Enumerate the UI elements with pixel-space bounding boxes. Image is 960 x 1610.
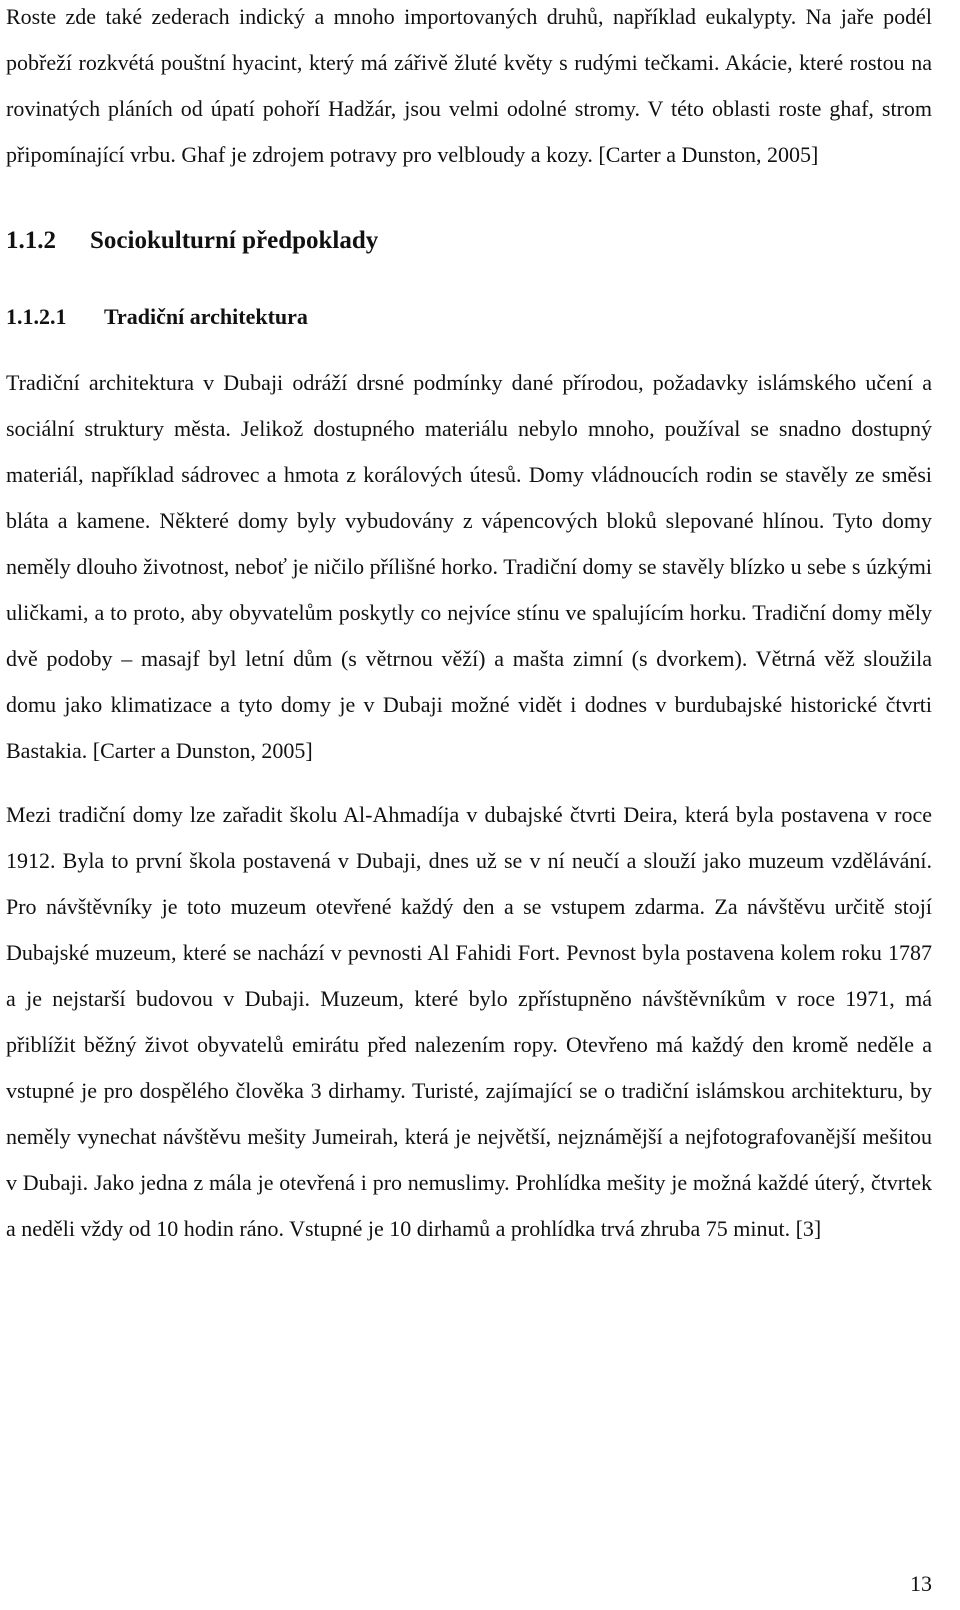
body-paragraph: Tradiční architektura v Dubaji odráží drsné podmínky dané přírodou, požadavky islámského učení a sociální struktury města. Jelikož dostupného materiálu nebylo mnoho, používal se snadno dostupný materiál, například sádrovec a hmota z korálových útesů. Domy vládnoucích rodin se stavěly ze směsi bláta a kamene. Některé domy byly vybudovány z vápencových bloků slepované hlínou. Tyto domy neměly dlouho životnost, neboť je ničilo přílišné horko. Tradiční domy se stavěly blízko u sebe s úzkými uličkami, a to proto, aby obyvatelům poskytly co nejvíce stínu ve spalujícím horku. Tradiční domy měly dvě podoby – masajf byl letní dům (s větrnou věží) a mašta zimní (s dvorkem). Větrná věž sloužila domu jako klimatizace a tyto domy je v Dubaji možné vidět i dodnes v burdubajské historické čtvrti Bastakia. [Carter a Dunston, 2005] bbox=[6, 370, 932, 763]
section-number: 1.1.2 bbox=[6, 227, 56, 254]
document-page bbox=[6, 0, 932, 1252]
subsection-title: Tradiční architektura bbox=[104, 304, 308, 329]
section-heading bbox=[6, 224, 932, 258]
page-number: 13 bbox=[910, 1571, 932, 1596]
subsection-heading bbox=[6, 302, 932, 332]
subsection-number: 1.1.2.1 bbox=[6, 304, 67, 329]
intro-paragraph: Roste zde také zederach indický a mnoho importovaných druhů, například eukalypty. Na jaře podél pobřeží rozkvétá pouštní hyacint, který má zářivě žluté květy s rudými tečkami. Akácie, které rostou na rovinatých pláních od úpatí pohoří Hadžár, jsou velmi odolné stromy. V této oblasti roste ghaf, strom připomínající vrbu. Ghaf je zdrojem potravy pro velbloudy a kozy. [Carter a Dunston, 2005] bbox=[6, 4, 932, 167]
section-title: Sociokulturní předpoklady bbox=[90, 227, 379, 254]
body-paragraph: Mezi tradiční domy lze zařadit školu Al-Ahmadíja v dubajské čtvrti Deira, která byla postavena v roce 1912. Byla to první škola postavená v Dubaji, dnes už se v ní neučí a slouží jako muzeum vzdělávání. Pro návštěvníky je toto muzeum otevřené každý den a se vstupem zdarma. Za návštěvu určitě stojí Dubajské muzeum, které se nachází v pevnosti Al Fahidi Fort. Pevnost byla postavena kolem roku 1787 a je nejstarší budovou v Dubaji. Muzeum, které bylo zpřístupněno návštěvníkům v roce 1971, má přiblížit běžný život obyvatelů emirátu před nalezením ropy. Otevřeno má každý den kromě neděle a vstupné je pro dospělého člověka 3 dirhamy. Turisté, zajímající se o tradiční islámskou architekturu, by neměly vynechat návštěvu mešity Jumeirah, která je největší, nejznámější a nejfotografovanější mešitou v Dubaji. Jako jedna z mála je otevřená i pro nemuslimy. Prohlídka mešity je možná každé úterý, čtvrtek a neděli vždy od 10 hodin ráno. Vstupné je 10 dirhamů a prohlídka trvá zhruba 75 minut. [3] bbox=[6, 802, 932, 1241]
